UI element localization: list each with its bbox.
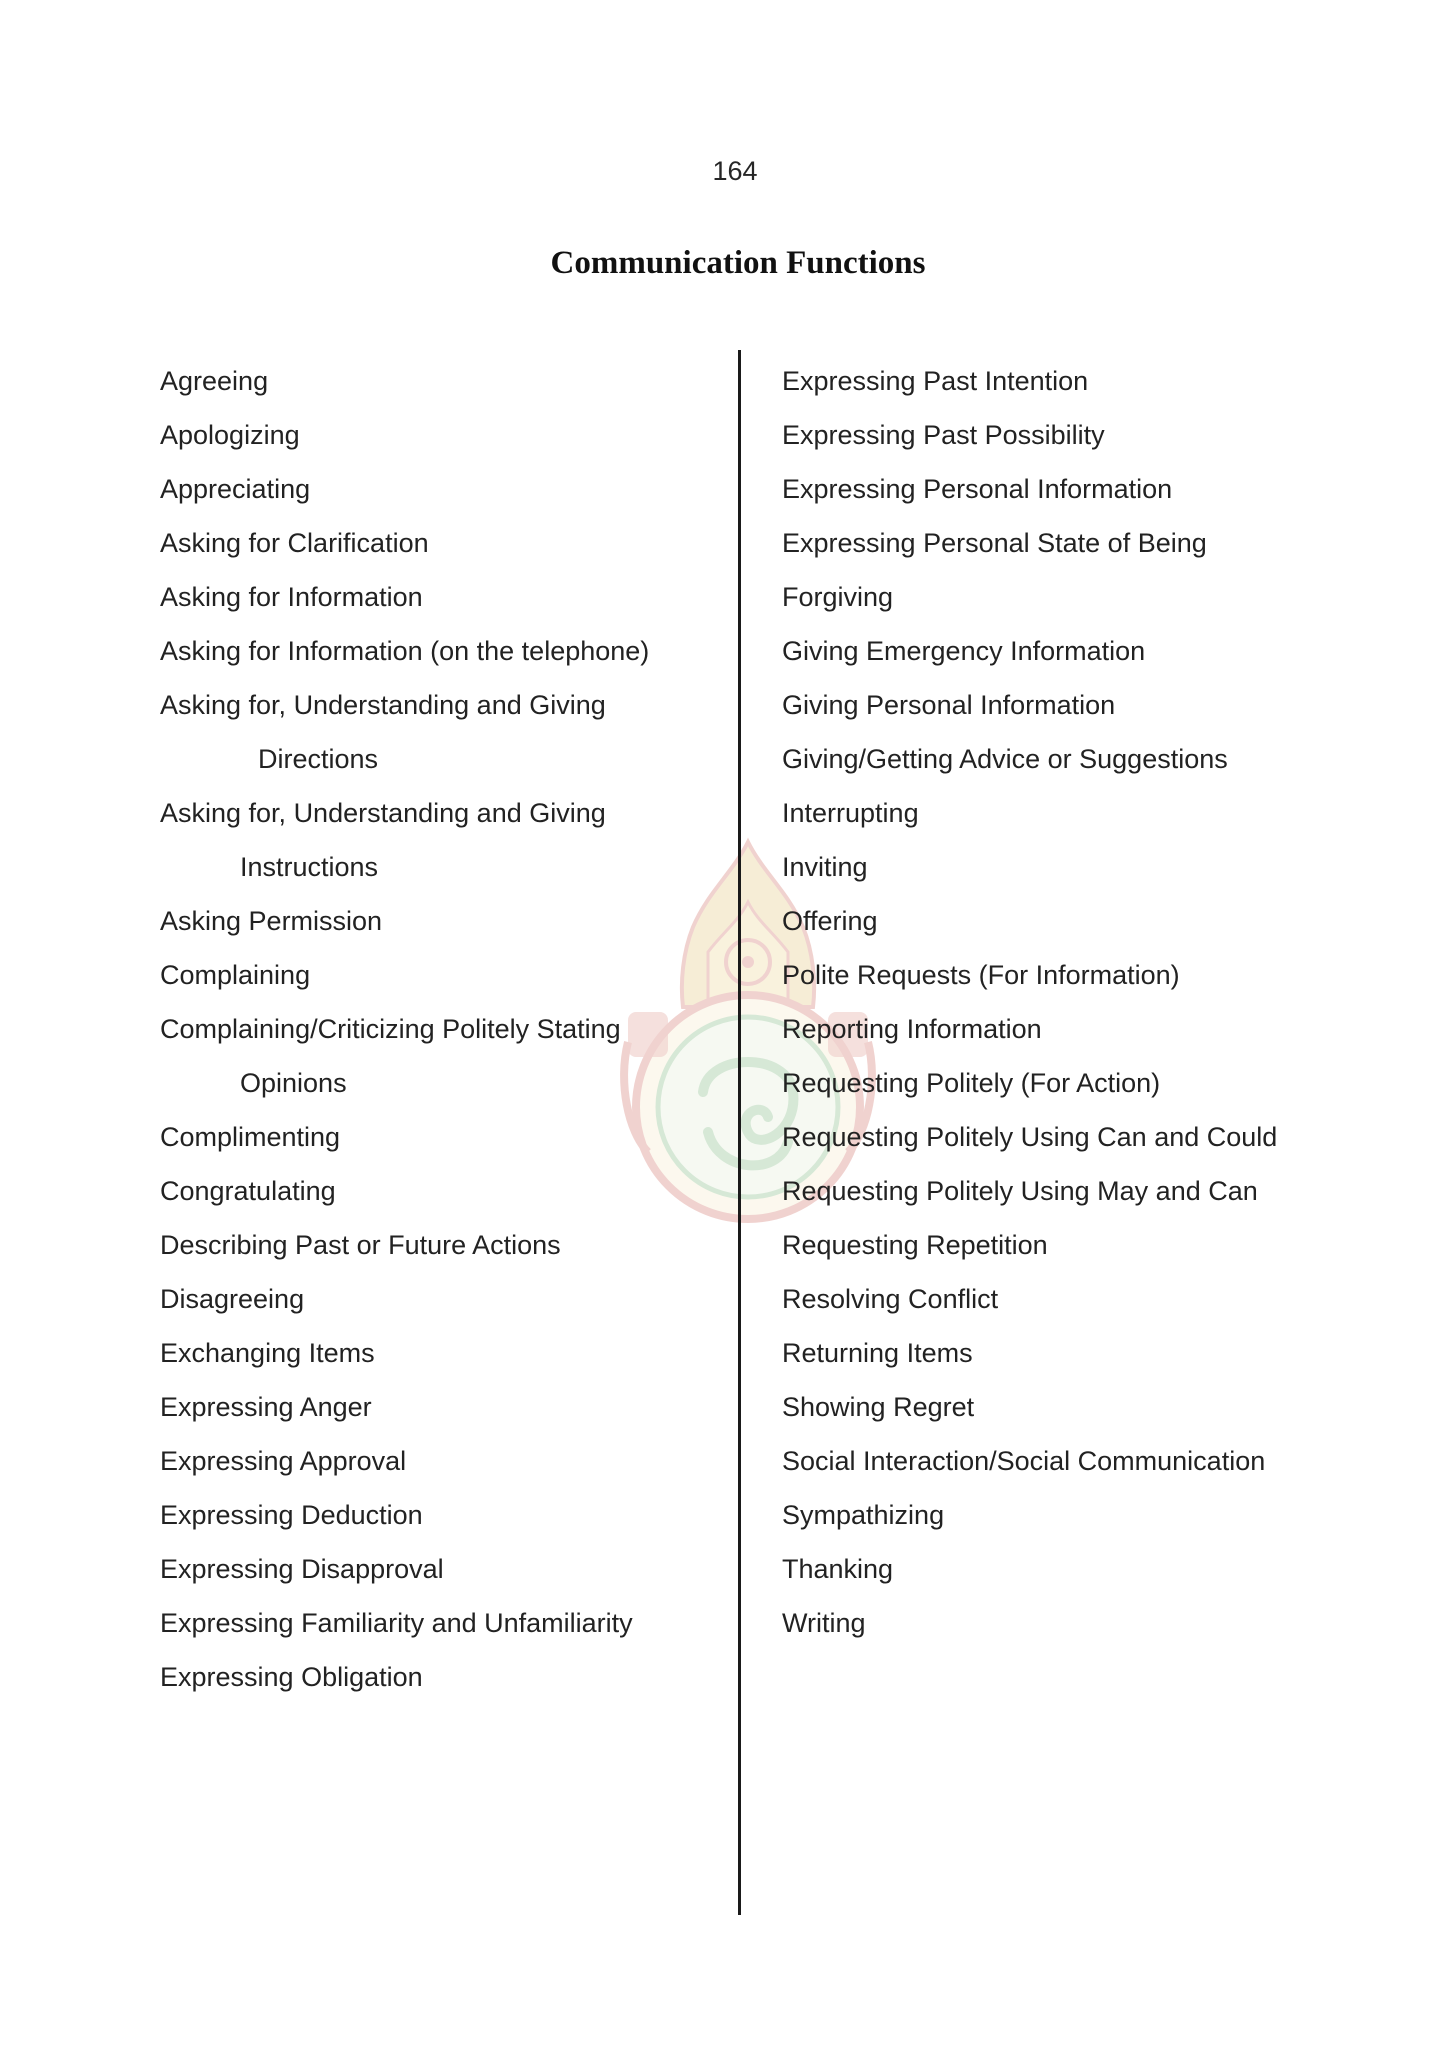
list-item: Requesting Politely Using Can and Could xyxy=(782,1122,1278,1152)
list-item: Inviting xyxy=(782,852,868,882)
page-number: 164 xyxy=(712,156,758,186)
list-item: Requesting Politely Using May and Can xyxy=(782,1176,1258,1206)
list-item: Complaining/Criticizing Politely Stating xyxy=(160,1014,621,1044)
list-item: Asking for Information xyxy=(160,582,423,612)
list-item: Asking for, Understanding and Giving xyxy=(160,798,606,828)
list-item: Disagreeing xyxy=(160,1284,305,1314)
list-item: Asking for Information (on the telephone) xyxy=(160,636,650,666)
list-item: Complaining xyxy=(160,960,311,990)
list-item: Expressing Past Intention xyxy=(782,366,1089,396)
list-item: Congratulating xyxy=(160,1176,336,1206)
list-item: Expressing Personal State of Being xyxy=(782,528,1207,558)
list-item: Asking Permission xyxy=(160,906,383,936)
list-item: Describing Past or Future Actions xyxy=(160,1230,561,1260)
list-item: Giving/Getting Advice or Suggestions xyxy=(782,744,1228,774)
column-divider xyxy=(738,350,741,1915)
list-item: Expressing Obligation xyxy=(160,1662,423,1692)
list-item: Showing Regret xyxy=(782,1392,975,1422)
list-item: Requesting Politely (For Action) xyxy=(782,1068,1161,1098)
list-item: Apologizing xyxy=(160,420,300,450)
list-item: Offering xyxy=(782,906,878,936)
list-item: Asking for Clarification xyxy=(160,528,429,558)
list-item: Expressing Past Possibility xyxy=(782,420,1105,450)
list-item: Expressing Deduction xyxy=(160,1500,423,1530)
list-item: Instructions xyxy=(240,852,379,882)
list-item: Directions xyxy=(258,744,379,774)
list-item: Thanking xyxy=(782,1554,894,1584)
list-item: Reporting Information xyxy=(782,1014,1042,1044)
list-item: Giving Emergency Information xyxy=(782,636,1146,666)
page-title: Communication Functions xyxy=(550,245,926,281)
list-item: Expressing Personal Information xyxy=(782,474,1173,504)
list-item: Forgiving xyxy=(782,582,894,612)
list-item: Expressing Anger xyxy=(160,1392,372,1422)
list-item: Opinions xyxy=(240,1068,347,1098)
right-function-list xyxy=(782,354,1402,1650)
list-item: Appreciating xyxy=(160,474,311,504)
list-item: Interrupting xyxy=(782,798,919,828)
list-item: Complimenting xyxy=(160,1122,341,1152)
list-item: Social Interaction/Social Communication xyxy=(782,1446,1266,1476)
list-item: Sympathizing xyxy=(782,1500,945,1530)
list-item: Giving Personal Information xyxy=(782,690,1116,720)
list-item: Agreeing xyxy=(160,366,269,396)
list-item: Expressing Familiarity and Unfamiliarity xyxy=(160,1608,633,1638)
list-item: Exchanging Items xyxy=(160,1338,375,1368)
list-item: Expressing Approval xyxy=(160,1446,407,1476)
list-item: Resolving Conflict xyxy=(782,1284,999,1314)
list-item: Asking for, Understanding and Giving xyxy=(160,690,606,720)
list-item: Returning Items xyxy=(782,1338,973,1368)
list-item: Expressing Disapproval xyxy=(160,1554,444,1584)
list-item: Polite Requests (For Information) xyxy=(782,960,1180,990)
list-item: Requesting Repetition xyxy=(782,1230,1048,1260)
left-function-list xyxy=(160,354,730,1704)
list-item: Writing xyxy=(782,1608,866,1638)
